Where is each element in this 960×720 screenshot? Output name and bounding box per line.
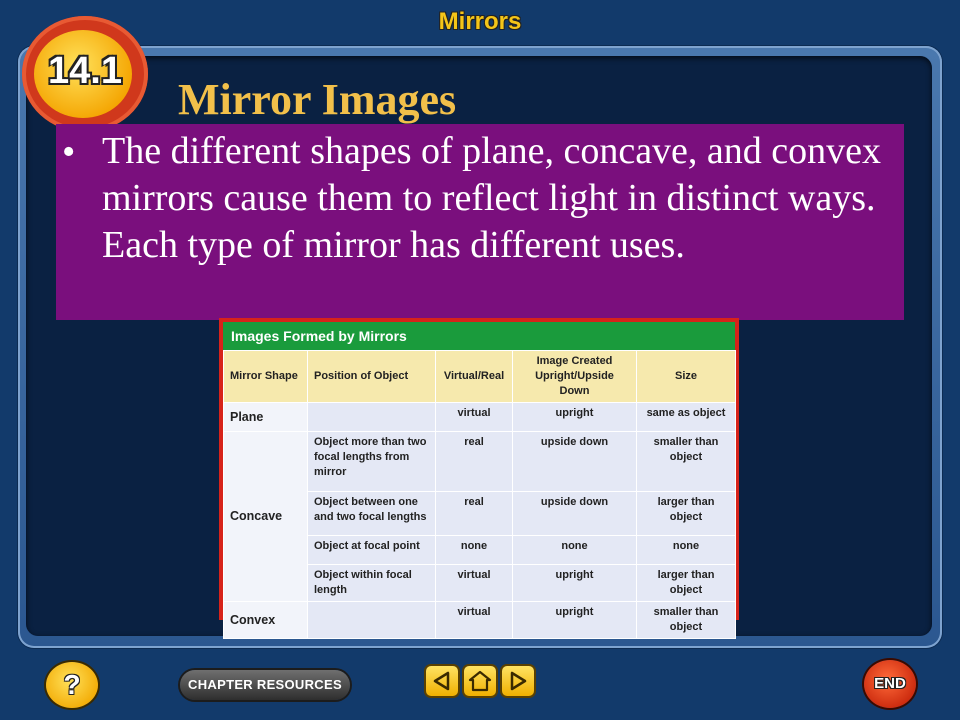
end-button[interactable]: END [864,660,916,708]
slide-title: Mirror Images [178,75,457,124]
position-cell [308,602,436,639]
position-cell [308,403,436,432]
left-arrow-icon [426,666,458,696]
size-cell: smaller than object [637,432,736,492]
type-cell: real [436,432,513,492]
position-cell: Object within focal length [308,565,436,602]
home-button[interactable] [464,666,496,696]
help-button[interactable]: ? [46,662,98,708]
next-button[interactable] [502,666,534,696]
size-cell: smaller than object [637,602,736,639]
table-row [224,403,736,432]
size-cell: same as object [637,403,736,432]
table-header-row [224,351,736,403]
mirror-table [219,318,739,633]
type-cell: virtual [436,565,513,602]
mirror-shape-cell: Convex [224,602,308,639]
home-icon [464,666,496,696]
table-row [224,602,736,639]
type-cell: virtual [436,602,513,639]
topic-label: Mirrors [438,8,522,35]
chapter-resources-button[interactable]: CHAPTER RESOURCES [180,670,350,700]
table-title: Images Formed by Mirrors [223,322,735,350]
mirror-shape-cell: Plane [224,403,308,432]
table-grid [223,350,736,639]
size-cell: larger than object [637,565,736,602]
orientation-cell: upright [513,565,637,602]
mirror-shape-cell: Concave [224,432,308,602]
orientation-cell: upright [513,602,637,639]
previous-button[interactable] [426,666,458,696]
size-cell: none [637,536,736,565]
orientation-cell: none [513,536,637,565]
header-cell: Image Created Upright/Upside Down [513,351,637,403]
orientation-cell: upside down [513,492,637,536]
type-cell: none [436,536,513,565]
section-number: 14.1 [48,50,122,92]
position-cell: Object at focal point [308,536,436,565]
header-cell: Position of Object [308,351,436,403]
type-cell: virtual [436,403,513,432]
header-cell: Mirror Shape [224,351,308,403]
header-cell: Virtual/Real [436,351,513,403]
header-cell: Size [637,351,736,403]
bullet-icon: • [62,131,76,173]
size-cell: larger than object [637,492,736,536]
orientation-cell: upside down [513,432,637,492]
orientation-cell: upright [513,403,637,432]
position-cell: Object more than two focal lengths from mirror [308,432,436,492]
right-arrow-icon [502,666,534,696]
position-cell: Object between one and two focal lengths [308,492,436,536]
type-cell: real [436,492,513,536]
bullet-text: The different shapes of plane, concave, and convex mirrors cause them to reflect light in distinct ways. Each type of mirror has different uses. [102,130,882,266]
table-row [224,432,736,492]
